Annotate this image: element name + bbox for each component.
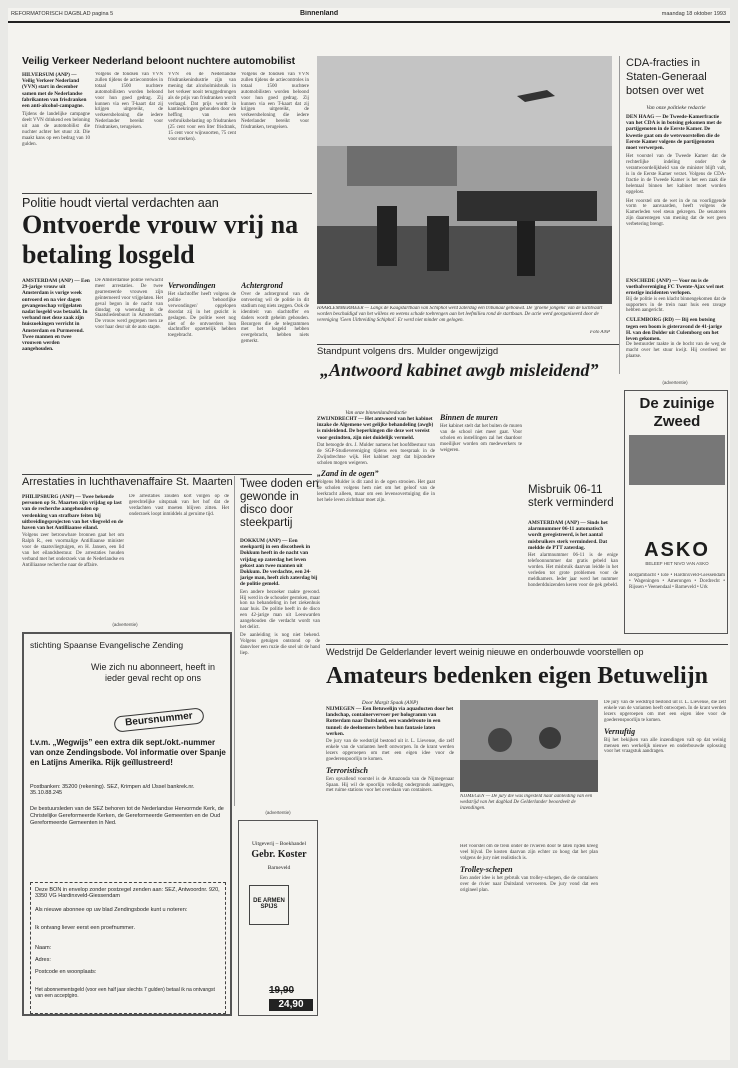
art6-body1: Een andere bezoeker raakte gewond. Hij werd in de schouder gestoken, maar kon na behandeling in het ziekenhuis naar huis. De politie heeft in de disco een 42-jarige man uit Leeuwarden aangehouden die verdacht wordt van het delict.	[240, 589, 320, 631]
art1-col4	[241, 72, 309, 190]
ad2-shop-name: Gebr. Koster	[251, 849, 307, 860]
photo-schiphol	[317, 56, 612, 304]
art2-body1: De Amsterdamse politie verwacht meer arrestaties. De twee gearresteerde vrouwen zijn geïnterneerd voor vrijgelaten. Het geval begon in de nacht van dinsdag op woensdag in de Staatsliedenbuurt in Amsterdam. De vrouw werd gegrepen toen ze voor haar deur uit de auto stapte.	[95, 278, 163, 331]
running-head-date: maandag 18 oktober 1993	[661, 11, 726, 17]
art2-headline: Ontvoerde vrouw vrij na betaling losgeld	[22, 210, 299, 269]
art5-body2: De arrestaties zouden kort volgen op de gerechtelijke uitspraak van het hof dat de verdachten vast moeten blijven zitten. Het onderzoek loopt inmiddels al geruime tijd.	[129, 494, 229, 517]
ad1-field-name[interactable]: Naam:	[35, 945, 52, 951]
header-rule	[8, 21, 730, 23]
art1-col1	[22, 72, 90, 190]
art1-lead: HILVERSUM (ANP) — Veilig Verkeer Nederland (VVN) start in december samen met de Nederlandse fabrikanten van frisdranken een anti-alcohol-campagne.	[22, 72, 87, 110]
art4-col1	[317, 410, 435, 550]
ad2-book-title: DE ARMEN SPIJS	[249, 885, 289, 925]
ad1-org: stichting Spaanse Evangelische Zending	[30, 640, 184, 650]
art8-sub3: Vernuftig	[604, 726, 636, 736]
ad3-brand-sub: BELEEF HET NIVO VAN ASKO	[645, 561, 709, 566]
art3-headline: CDA-fracties in Staten-Generaal botsen over wet	[626, 57, 707, 97]
art7-headline: Misbruik 06-11 sterk verminderd	[528, 484, 614, 509]
art2-kicker: Politie houdt viertal verdachten aan	[22, 196, 219, 210]
ad3-dealers: Borgambacht • Ede • Hardinxveld-Giessendam • Wageningen • Amerongen • Dordrecht • Rijssen • Veenendaal • Barneveld • Urk	[629, 573, 725, 590]
art3-items	[626, 278, 726, 374]
art7-body1: Het alarmnummer 06-11 is de enige telefoonnummer dat gratis gebeld kan worden. Het misbruik daarvan leidde in het verleden tot grote problemen voor de meldkamers. Ieder jaar werd het nummer honderdduizenden keren voor de gek gebeld.	[528, 553, 618, 588]
art2-col4	[241, 278, 309, 472]
art1-rule	[22, 193, 312, 194]
art8-body1: De jury van de wedstrijd bestond uit ir. L. Lievense, die zelf enkele van de varianten heeft ontworpen. In de krant werden lezers opgeroepen om met een eigen idee voor de goederenspoorlijn te komen.	[326, 739, 454, 762]
art1-body1: Tijdens de landelijke campagne deelt VVN drinkend een beloning uit aan de automobilist die nuchter achter het stuur zit. Die maakt kans op een bedrag van 10 gulden.	[22, 112, 90, 147]
ad1-coupon	[30, 882, 226, 1014]
art2-col1	[22, 278, 90, 472]
ad1-ribbon: Beursnummer	[113, 707, 204, 732]
ad1-sez	[22, 632, 232, 1016]
art8-sub1: Terroristisch	[326, 765, 368, 775]
art2-lead: AMSTERDAM (ANP) — Een 29-jarige vrouw uit Amsterdam is vorige week ontvoerd en na vier dagen gevangenschap vrijgelaten nadat losgeld was betaald. In verband met deze zaak zijn huiszoekingen verricht in Amsterdam en Purmerend. Twee mannen en twee vrouwen werden aangehouden.	[22, 278, 90, 353]
ad1-opt1[interactable]: Als nieuwe abonnee op uw blad Zendingsbode kunt u noteren:	[35, 907, 188, 913]
art7-text	[528, 520, 618, 640]
art4-byline: Van onze binnenlandredactie	[345, 410, 407, 416]
art8-rule	[326, 644, 728, 645]
art6-headline: Twee doden en gewonde in disco door steekpartij	[240, 478, 319, 529]
art3-byline: Van onze politieke redactie	[646, 105, 706, 111]
photo-caption: HAARLEMMERMEER — Langs de Kaagstartbaan van Schiphol werd zaterdag een tribunaal gebouwd. De 'groene jongens' van de luchtvaart worden beschuldigd van het willens en wetens schade toebrengen aan het leefmilieu rond de startbaan. De actie werd georganiseerd door de vereniging 'Geen Uitbreiding Schiphol'. Er werd niet minder om gelogen.	[317, 306, 603, 323]
art5-col2	[129, 494, 229, 614]
art4-sub1: „Zand in de ogen”	[317, 469, 379, 479]
photo-jury	[460, 700, 598, 792]
ad3-photo	[629, 435, 725, 485]
art4-kicker: Standpunt volgens drs. Mulder ongewijzigd	[317, 346, 499, 357]
photo-credit: Foto ANP	[589, 330, 610, 335]
art7-lead: AMSTERDAM (ANP) — Sinds het alarmnummer 06-11 automatisch wordt geregistreerd, is het aantal misbruikers sterk verminderd. Dat meldde de PTT zaterdag.	[528, 520, 608, 551]
ad3-headline: De zuinige Zweed	[639, 395, 715, 430]
art2-sub1: Verwondingen	[168, 281, 216, 290]
newspaper-page	[8, 8, 730, 1060]
art6-lead: DOKKUM (ANP) — Een steekpartij in een discotheek in Dokkum heeft in de nacht van vrijdag op zaterdag het leven gekost aan twee mannen uit Dokkum. De verdachte, een 24-jarige man, heeft zich zaterdag bij de politie gemeld.	[240, 538, 318, 588]
art3-lead: DEN HAAG — De Tweede-Kamerfractie van het CDA is in botsing gekomen met de partijgenoten in de Eerste Kamer. De kwestie gaat om de wetsvoorstellen die de Eerste Kamer volgens de partijgenoten moet verwerpen.	[626, 114, 722, 152]
art8-headline: Amateurs bedenken eigen Betuwelijn	[326, 663, 708, 689]
art8-col2	[460, 844, 598, 1016]
art8-lead: NIJMEGEN — Een Betuwelijn via aquaducten door het landschap, containervervoer per hologramm van Rotterdam naar Duitsland, een wandelroute in een tunnel: de deelnemers hebben hun fantasie laten werken.	[326, 706, 454, 737]
art2-col2	[95, 278, 163, 472]
art4-sub2: Binnen de muren	[440, 413, 498, 422]
ad1-footer: Het abonnementsgeld (voor een half jaar slechts 7 gulden) betaal ik na ontvangst van een acceptgiro.	[35, 987, 215, 999]
art4-col2	[440, 410, 522, 550]
art8-col3	[604, 700, 726, 1016]
art5-kicker: Arrestaties in luchthavenaffaire St. Maarten	[22, 476, 233, 488]
ad3-brand: ASKO	[644, 539, 710, 561]
art8-sub2: Trolley-schepen	[460, 864, 513, 874]
art8-body4: Een ander idee is het gebruik van trolley-schepen, die de containers over de rivier naar Duitsland vervoeren. De jury vond dat een origineel plan.	[460, 875, 598, 893]
art5-lead: PHILIPSBURG (ANP) — Twee bekende personen op St. Maarten zijn vrijdag op last van de recherche aangehouden op verdenking van strafbare feiten bij uitbreidingsprojecten van het vliegveld en de haven van het Antilliaanse eiland.	[22, 494, 124, 532]
art1-body3b: Volgens de fondsen van VVN zullen tijdens de actiecontroles in totaal 1500 nuchtere automobilisten worden beloond voor hun goed gedrag. Zij kunnen via een T-kaart dat zij krijgen uitgereikt, de verkeersbeloning die iedere Nederlander bereikt voor frisdranken, terugeisen.	[241, 72, 309, 131]
ad2-shop-line1: Uitgeverij – Boekhandel	[251, 841, 307, 847]
art3-item1-body: Bij de politie is een klacht binnengekomen dat de supporters in de trein naar huis een ravage hebben aangericht.	[626, 296, 726, 314]
art1-body3: VVN en de Nederlandse frisdrankenindustrie zijn van mening dat alcoholmisbruik in het verkeer nooit teruggedrongen als de prijs van frisdranken wordt verlaagd. Dat prijs wordt in kantinekringen gehouden door de heffing van een verbruiksbelasting op frisdranken (25 cent voor een liter frisdrank, 15 cent voor wijnsoorten, 75 cent voor sterken).	[168, 72, 236, 142]
art3-item2-body: De bestuurder raakte in de bocht van de weg de macht over het stuur kwijt. Hij overleed ter plaatse.	[626, 342, 726, 359]
art8-body2: Een opvallend voorstel is de Amazonda van de Nijmegenaar Spaan. Hij wil de spoorlijn volledig ondergronds aanleggen, met ruime stations voor het overslaan van containers.	[326, 776, 454, 794]
ad2-koster	[238, 820, 318, 1016]
ad3-label: (advertentie)	[662, 380, 688, 385]
art3-body2: Het voorstel om de wet in de nu voorliggende vorm te aanvaarden, heeft volgens de Kamerleden veel steun gekregen. De senatoren zijn daarentegen van mening dat de wet geen verbetering brengt.	[626, 198, 726, 228]
ad1-address: Postbanken: 35200 (rekening). SEZ, Krimpen a/d IJssel bankrek.nr. 35.10.88.245	[30, 784, 195, 796]
art4-lead: ZWIJNDRECHT — Het antwoord van het kabinet inzake de Algemene wet gelijke behandeling (awgb) is misleidend. De beperkingen die deze wet vereist voor gezindten, zijn niet duidelijk vermeld.	[317, 416, 434, 441]
ad1-offer: t.v.m. „Wegwijs” een extra dik sept./okt.-nummer van onze Zendingsbode. Vol informatie over Spanje en Latijns Amerika. Rijk geïllustreerd!	[30, 738, 226, 767]
art8-body5: Bij het bekijken van alle inzendingen valt op dat weinig mensen een werkelijk nieuwe en onderbouwde oplossing voor het vraagstuk aandragen.	[604, 737, 726, 755]
photo-jury-illustration	[460, 700, 598, 792]
ad3-asko	[624, 390, 728, 634]
ad1-reply-note: Deze BON in envelop zonder postzegel zenden aan: SEZ, Antwoordnr. 920, 3350 VG Hardinxveld-Giessendam	[35, 887, 220, 899]
section-title: Binnenland	[300, 10, 339, 17]
art8-byline: Door Margit Spaak (ANP)	[361, 700, 419, 706]
art8-body3: Het voorstel om de trein onder de rivieren door te laten rijden kreeg veel bijval. De kosten daarvan zijn echter zo hoog dat het plan volgens de jury niet realistisch is.	[460, 844, 598, 861]
ad1-opt2[interactable]: Ik ontvang liever eerst een proefnummer.	[35, 925, 135, 931]
art2-body3: Over de achtergrond van de ontvoering wil de politie in dit stadium nog niets zeggen. Ook de identiteit van slachtoffer en daders wordt geheim gehouden. Bezorgers die de telegrammen met het losgeld hebben overgebracht, hebben niets gemerkt.	[241, 292, 309, 345]
art2-col3	[168, 278, 236, 472]
ad1-field-address[interactable]: Adres:	[35, 957, 51, 963]
art8-col1	[326, 700, 454, 1016]
art3-body1: Het voorstel van de Tweede Kamer dat de rechterlijke indeling onder de verantwoordelijkheid van de minister blijft valt, is in de Eerste Kamer verzet. Volgens de CDA-fractie in de Tweede Kamer is het een zaak die helemaal binnen het kabinet moet worden opgelost.	[626, 154, 726, 195]
art8-caption: NIJMEGEN — De jury die was ingesteld naar aanleiding van een wedstrijd van het dagblad De Gelderlander beoordeelt de inzendingen.	[460, 794, 593, 811]
art1-col2	[95, 72, 163, 190]
art3-divider	[619, 56, 620, 374]
photo-illustration	[317, 56, 612, 304]
art1-col3	[168, 72, 236, 190]
art1-body2: Volgens de fondsen van VVN zullen tijdens de actiecontroles in totaal 1500 nuchtere automobilisten worden beloond voor hun goed gedrag. Zij kunnen via een T-kaart dat zij krijgen uitgereikt, de verkeersbeloning die iedere Nederlander bereikt voor frisdranken, terugeisen.	[95, 72, 163, 131]
running-head-left: REFORMATORISCH DAGBLAD pagina 5	[11, 11, 114, 17]
art6-body2: De aanleiding is nog niet bekend. Volgens getuigen ontstond op de dansvloer een ruzie die snel uit de hand liep.	[240, 632, 320, 656]
ad2-price-old: 19,90	[269, 985, 295, 996]
art8-body4b: De jury van de wedstrijd bestond uit ir. L. Lievense, die zelf enkele van de varianten heeft ontworpen. In de krant werden lezers opgeroepen om met een eigen idee voor de goederenspoorlijn te komen.	[604, 700, 726, 723]
ad1-tagline: Wie zich nu abonneert, heeft in ieder geval recht op ons	[90, 662, 216, 683]
ad1-field-postcode[interactable]: Postcode en woonplaats:	[35, 969, 97, 975]
art4-body1: Dat betoogde drs. J. Mulder namens het hoofdbestuur van de SGP-Studievereniging tijdens een toespraak in de Zwijndrechtse wijk. Het kabinet zegt dat bijzondere scholen mogen weigeren.	[317, 442, 435, 466]
art6-text	[240, 538, 320, 808]
art4-body3: Het kabinet stelt dat het buiten de muren van de school niet meer gaat. Voor scholen en instellingen zal het daardoor moeilijker worden om medewerkers te weigeren.	[440, 424, 522, 453]
art3-text	[626, 114, 726, 274]
ad2-shop-city: Barneveld	[267, 865, 291, 871]
ad2-label: (advertentie)	[265, 810, 291, 815]
art4-headline: „Antwoord kabinet awgb misleidend”	[320, 360, 599, 380]
art8-kicker: Wedstrijd De Gelderlander levert weinig nieuwe en onderbouwde voorstellen op	[326, 647, 644, 657]
art1-headline: Veilig Verkeer Nederland beloont nuchtere automobilist	[22, 56, 296, 67]
art4-rule	[317, 344, 619, 345]
ad1-body: De bestuursleden van de SEZ behoren tot de Nederlandse Hervormde Kerk, de Christelijke Gereformeerde Kerken, de Gereformeerde Gemeenten en de Oud Gereformeerde Gemeenten in Ned.	[30, 806, 224, 826]
ad1-label: (advertentie)	[112, 622, 138, 627]
art2-body2: Het slachtoffer heeft volgens de politie 'behoorlijke verwondingen' opgelopen doordat zij in het gezicht is geslagen. De politie weet nog niet of de ontvoerders hun slachtoffer opzettelijk hebben toegebracht.	[168, 292, 236, 339]
art3-item1-lead: ENSCHEDE (ANP) — Voor nu is de voetbalvereniging FC Twente-Ajax wel met ernstige incidenten verlopen.	[626, 278, 724, 297]
art4-body2: Volgens Mulder is dit zand in de ogen strooien. Het gaat de scholen volgens hem niet om het geloof van de leerkracht alleen, maar om een levensovertuiging die in het hele leven zichtbaar moet zijn.	[317, 480, 435, 504]
ad2-price-new: 24,90	[269, 999, 313, 1011]
art3-item2-lead: CULEMBORG (RD) — Bij een botsing tegen een boom is gisteravond de 41-jarige H. van den Dolder uit Culemborg om het leven gekomen.	[626, 317, 722, 342]
art5-body1: Volgens zeer betrouwbare bronnen gaat het om Ralph R., een voormalige Antilliaanse minister voor de staatsvliegtuigen, en H. Jansen, een lid van het eilandsbestuur. De arrestaties houden verband met het onderzoek van de Nederlandse en Antilliaanse recherche naar de affaire.	[22, 533, 124, 568]
art5-rule	[22, 474, 312, 475]
art5-col1	[22, 494, 124, 614]
art2-sub2: Achtergrond	[241, 281, 283, 290]
